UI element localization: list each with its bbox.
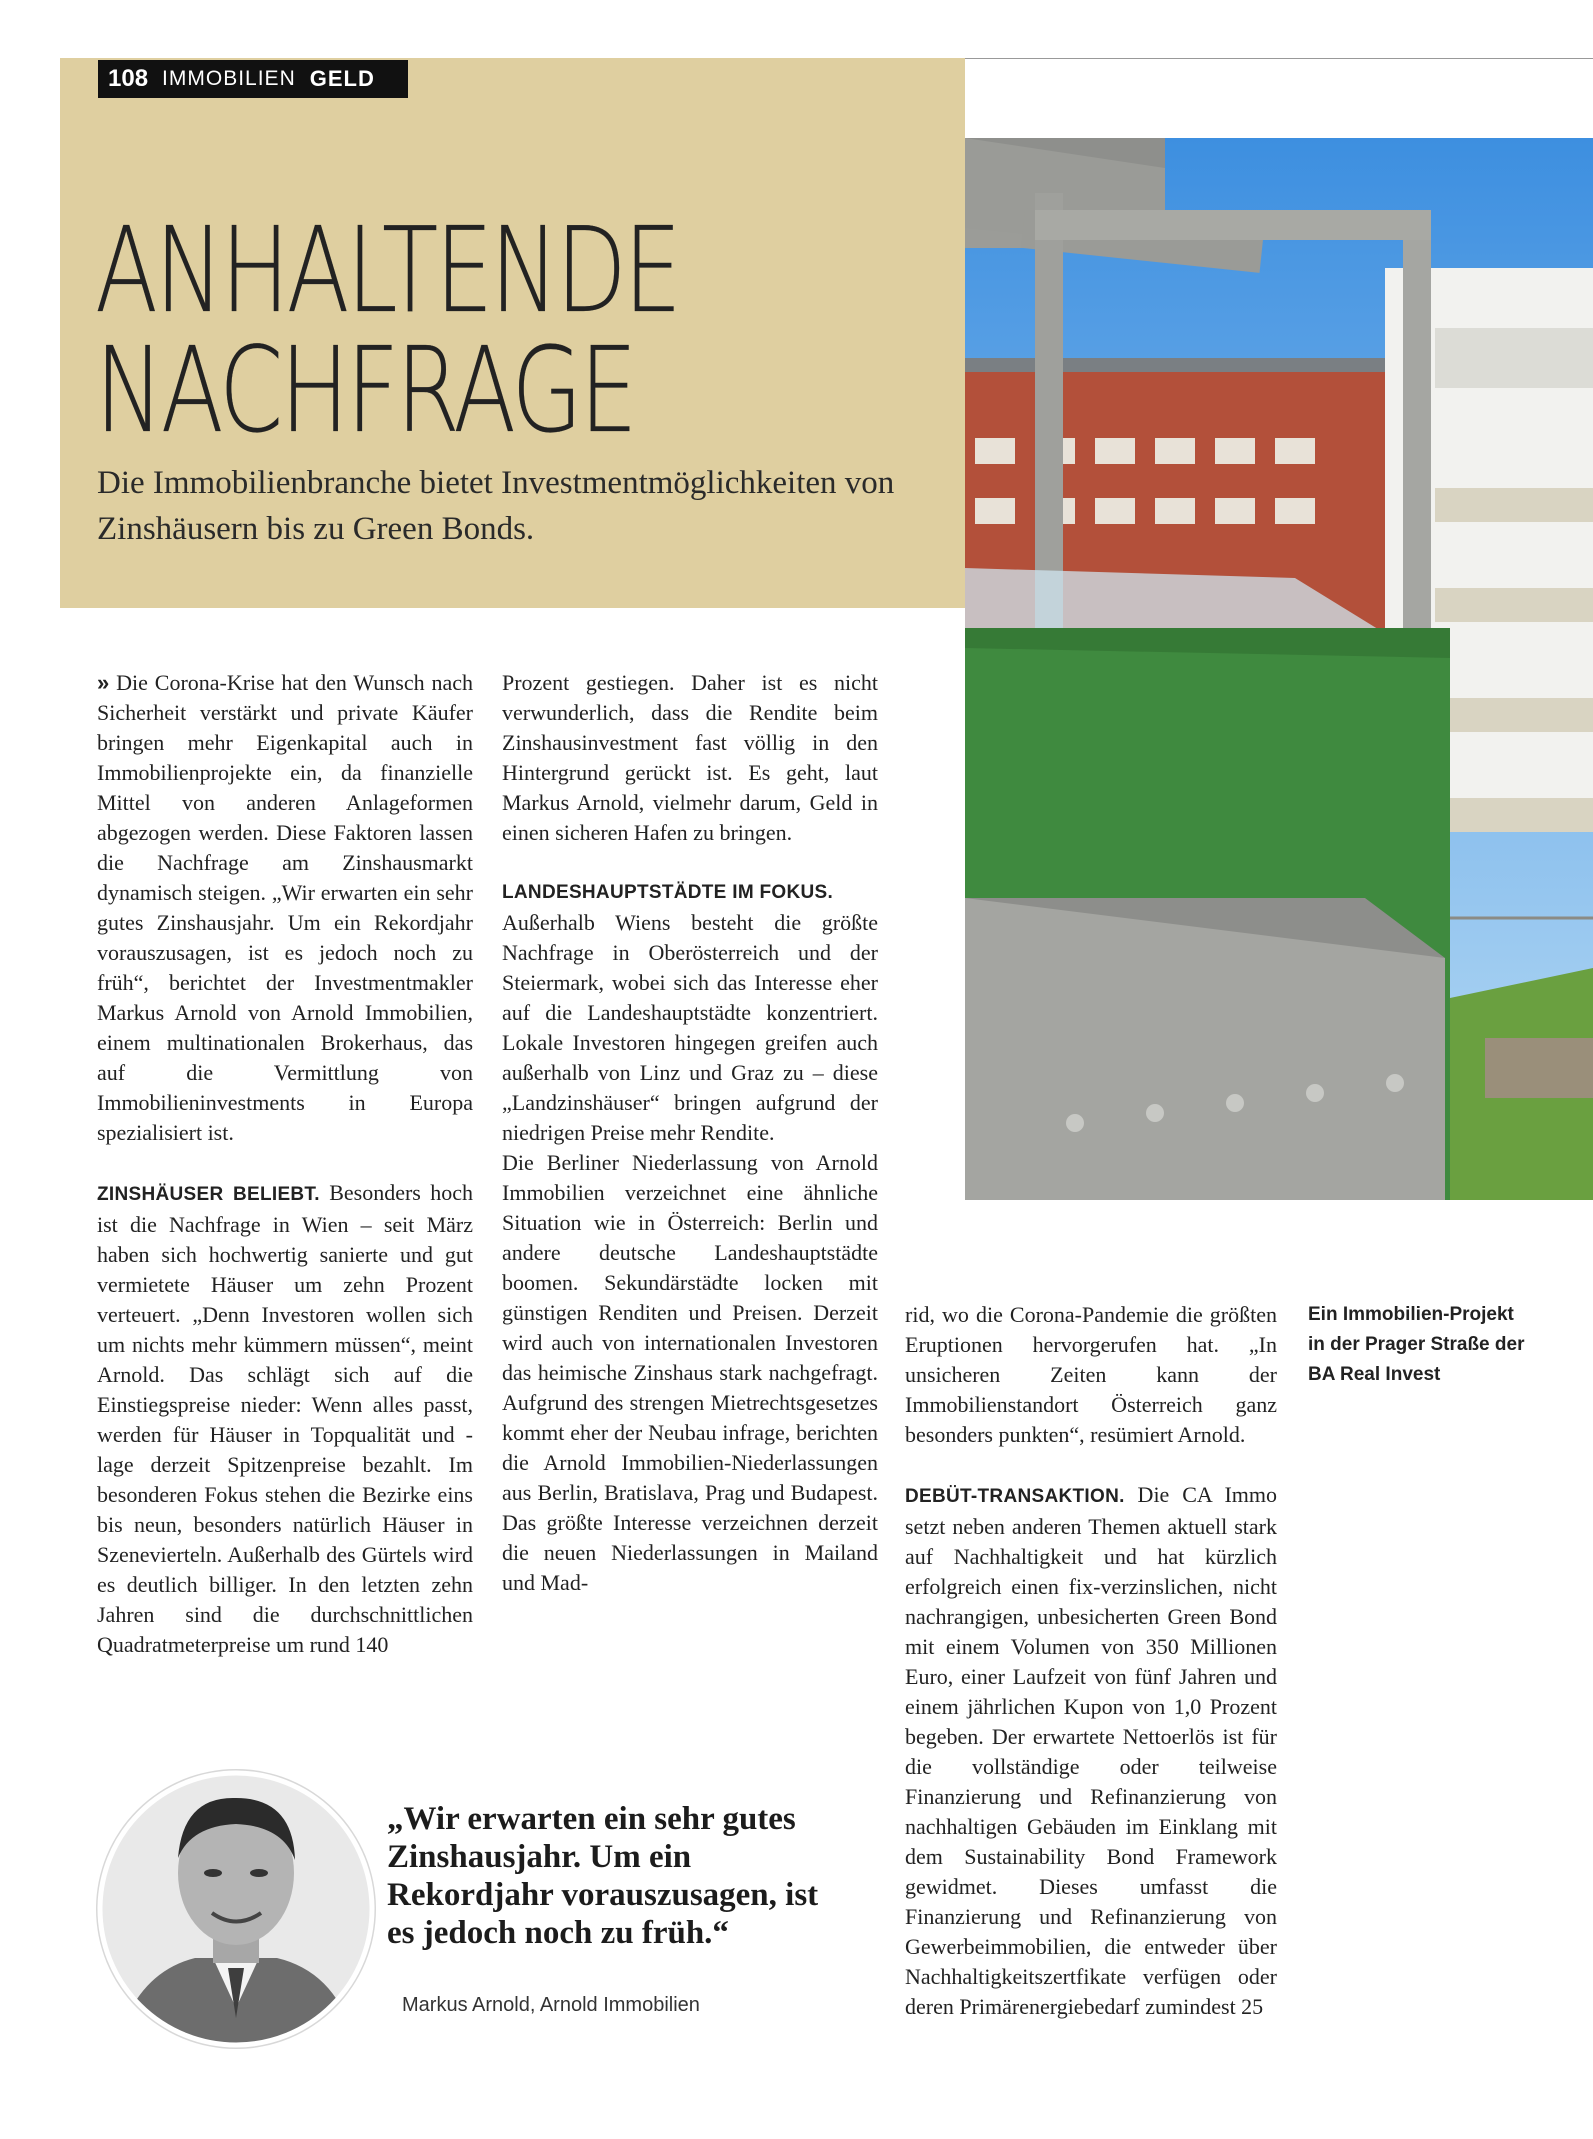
- photo-caption: Ein Immobilien-Projekt in der Prager Straße der BA Real Invest: [1308, 1304, 1525, 1385]
- building-photo: [965, 138, 1593, 1200]
- subsection-label: GELD: [309, 66, 375, 91]
- pull-quote-source: Markus Arnold, Arnold Immobilien: [402, 1994, 700, 2016]
- pull-quote: „Wir erwarten ein sehr gutes Zinshausjahr. Um ein Rekordjahr vorauszusagen, ist es jedoch noch zu früh.“: [387, 1801, 819, 1951]
- column-1: [97, 668, 473, 1660]
- intro-paragraph: » Die Corona-Krise hat den Wunsch nach Sicherheit verstärkt und private Käufer bringen mehr Eigenkapital auch in Immobilienprojekte ein, da finanzielle Mittel von anderen Anlageformen abgezogen werden. Diese Faktoren lassen die Nachfrage am Zinshausmarkt dynamisch steigen. „Wir erwarten ein sehr gutes Zinshausjahr. Um ein Rekordjahr vorauszusagen, ist es jedoch noch zu früh“, berichtet der Investmentmakler Markus Arnold von Arnold Immobilien, einem multinationalen Brokerhaus, das auf die Vermittlung von Immobilieninvestments in Europa spezialisiert ist.: [97, 670, 473, 1145]
- page-number: 108: [108, 65, 149, 92]
- headline-line2: NACHFRAGE: [95, 321, 635, 459]
- portrait-photo: [95, 1768, 377, 2050]
- paragraph: ZINSHÄUSER BELIEBT. Besonders hoch ist die Nachfrage in Wien – seit März haben sich hochwertig sanierte und gut vermietete Häuser um zehn Prozent verteuert. „Denn Investoren wollen sich um nichts mehr kümmern müssen“, meint Arnold. Das schlägt sich auf die Einstiegspreise nieder: Wenn alles passt, werden für Häuser in Topqualität und -lage derzeit Spitzenpreise bezahlt. Im besonderen Fokus stehen die Bezirke eins bis neun, besonders natürlich Häuser in Szenevierteln. Außerhalb des Gürtels wird es deutlich billiger. In den letzten zehn Jahren sind die durchschnittlichen Quadratmeterpreise um rund 140: [97, 1180, 473, 1657]
- intro-mark: »: [97, 670, 110, 695]
- page-header: [98, 60, 408, 98]
- paragraph: rid, wo die Corona-Pandemie die größten Eruptionen hervorgerufen hat. „In unsicheren Zeiten kann der Immobilienstandort Österreich ganz besonders punkten“, resümiert Arnold.: [905, 1302, 1277, 1447]
- column-3: [905, 1300, 1277, 2022]
- paragraph: DEBÜT-TRANSAKTION. Die CA Immo setzt neben anderen Themen aktuell stark auf Nachhaltigkeit und hat kürzlich erfolgreich einen fix-verzinslichen, nicht nachrangigen, unbesicherten Green Bond mit einem Volumen von 350 Millionen Euro, einer Laufzeit von fünf Jahren und einem jährlichen Kupon von 1,0 Prozent begeben. Der erwartete Nettoerlös ist für die vollständige oder teilweise Finanzierung und Refinanzierung von nachhaltigen Gebäuden im Einklang mit dem Sustainability Bond Framework gewidmet. Dieses umfasst die Finanzierung und Refinanzierung von Gewerbeimmobilien, die entweder über Nachhaltigkeitszertfikate verfügen oder deren Primärenergiebedarf zumindest 25: [905, 1482, 1277, 2019]
- column-2: [502, 668, 878, 1598]
- headline: [95, 201, 766, 459]
- subhead: ZINSHÄUSER BELIEBT.: [97, 1184, 320, 1205]
- deck-text: Die Immobilienbranche bietet Investmentmöglichkeiten von Zinshäusern bis zu Green Bonds.: [97, 465, 895, 547]
- subhead: LANDESHAUPTSTÄDTE IM FOKUS.: [502, 882, 834, 903]
- subhead: DEBÜT-TRANSAKTION.: [905, 1486, 1125, 1507]
- paragraph: Prozent gestiegen. Daher ist es nicht verwunderlich, dass die Rendite beim Zinshausinvestment fast völlig in den Hintergrund gerückt ist. Es geht, laut Markus Arnold, vielmehr darum, Geld in einen sicheren Hafen zu bringen.: [502, 670, 878, 845]
- section-label: IMMOBILIEN: [162, 67, 296, 90]
- headline-line1: ANHALTENDE: [95, 201, 679, 339]
- paragraph: Außerhalb Wiens besteht die größte Nachfrage in Oberösterreich und der Steiermark, wobei sich das Interesse eher auf die Landeshauptstädte konzentriert. Lokale Investoren hingegen greifen auch außerhalb von Linz und Graz zu – diese „Landzinshäuser“ bringen aufgrund der niedrigen Preise mehr Rendite.: [502, 910, 878, 1145]
- paragraph: Die Berliner Niederlassung von Arnold Immobilien verzeichnet eine ähnliche Situation wie in Österreich: Berlin und andere deutsche Landeshauptstädte boomen. Sekundärstädte locken mit günstigen Renditen und Preisen. Derzeit wird auch von internationalen Investoren das heimische Zinshaus stark nachgefragt. Aufgrund des strengen Mietrechtsgesetzes kommt eher der Neubau infrage, berichten die Arnold Immobilien-Niederlassungen aus Berlin, Bratislava, Prag und Budapest. Das größte Interesse verzeichnen derzeit die neuen Niederlassungen in Mailand und Mad-: [502, 1150, 878, 1595]
